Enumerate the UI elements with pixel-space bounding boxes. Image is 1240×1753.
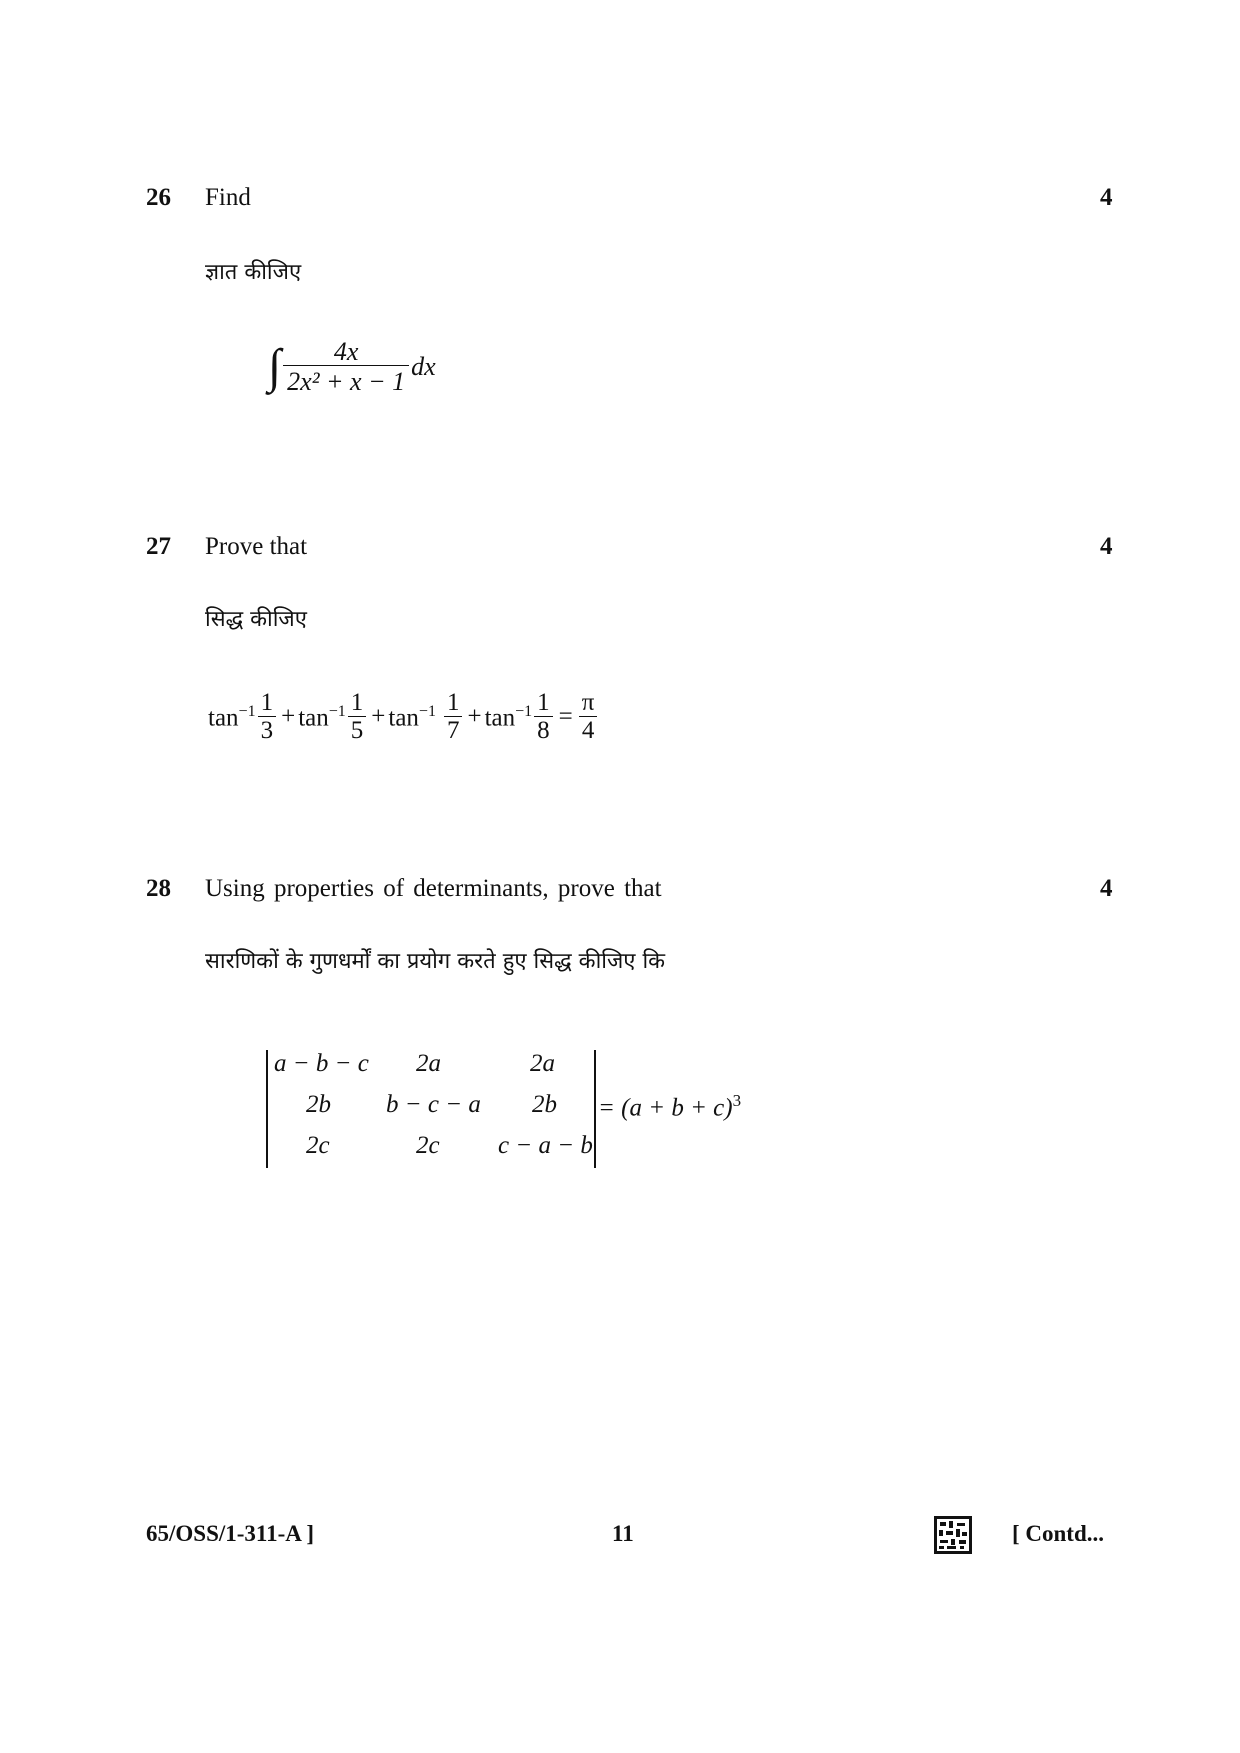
- integral-denominator: 2x² + x − 1: [283, 365, 409, 395]
- tan-term-1: [208, 703, 256, 732]
- tan-func: tan: [484, 703, 516, 731]
- det-cell-r1c3: 2a: [530, 1050, 555, 1077]
- rhs-num: π: [581, 689, 595, 716]
- paper-code: 65/OSS/1-311-A ]: [146, 1521, 315, 1546]
- question-28-text: Using properties of determinants, prove that: [205, 875, 662, 902]
- inverse-exponent: −1: [418, 702, 436, 720]
- question-28-hindi-text: सारणिकों के गुणधर्मों का प्रयोग करते हुए सिद्ध कीजिए कि: [205, 949, 666, 974]
- fraction-4-den: 8: [534, 716, 553, 744]
- det-cell-r3c1: 2c: [306, 1132, 330, 1159]
- fraction-1-num: 1: [260, 689, 274, 716]
- integral-fraction: [283, 338, 409, 396]
- inverse-tan-formula: [208, 690, 599, 745]
- question-26-hindi-text: ज्ञात कीजिए: [205, 260, 302, 285]
- det-cell-r3c2: 2c: [416, 1132, 440, 1159]
- fraction-2-den: 5: [348, 716, 367, 744]
- equals-sign: =: [558, 703, 573, 731]
- determinant: [266, 1050, 596, 1168]
- plus-sign: +: [371, 703, 386, 731]
- question-27-marks: 4: [1100, 533, 1113, 560]
- determinant-rhs: [598, 1091, 741, 1122]
- tan-func: tan: [208, 703, 239, 731]
- determinant-rhs-expression: = (a + b + c): [598, 1094, 733, 1122]
- plus-sign: +: [467, 703, 482, 731]
- inverse-exponent: −1: [328, 702, 346, 720]
- tan-term-2: [298, 703, 346, 732]
- fraction-3-den: 7: [444, 716, 463, 744]
- fraction-4: [534, 690, 553, 745]
- det-cell-r1c2: 2a: [416, 1050, 441, 1077]
- tan-func: tan: [298, 703, 329, 731]
- fraction-1: [258, 690, 277, 745]
- rhs-fraction: [579, 690, 598, 745]
- tan-func: tan: [388, 703, 419, 731]
- fraction-2: [348, 690, 367, 745]
- question-27-number: 27: [146, 533, 171, 560]
- det-cell-r2c3: 2b: [532, 1091, 557, 1118]
- contd-label: [ Contd...: [1012, 1521, 1105, 1546]
- integral-differential: dx: [411, 351, 436, 381]
- det-cell-r2c2: b − c − a: [386, 1091, 481, 1118]
- question-27-text: Prove that: [205, 533, 308, 560]
- tan-term-4: [485, 703, 533, 732]
- fraction-3: [444, 690, 463, 745]
- fraction-1-den: 3: [258, 716, 277, 744]
- rhs-den: 4: [579, 716, 598, 744]
- determinant-rhs-power: 3: [732, 1091, 742, 1110]
- question-28-marks: 4: [1100, 875, 1113, 902]
- integral-sign: ∫: [268, 339, 282, 393]
- qr-code-icon: [934, 1516, 972, 1554]
- question-26-number: 26: [146, 184, 171, 211]
- tan-term-3: [388, 703, 436, 732]
- det-cell-r1c1: a − b − c: [274, 1050, 369, 1077]
- inverse-exponent: −1: [515, 702, 533, 720]
- question-28-number: 28: [146, 875, 171, 902]
- integral-formula: [268, 338, 436, 396]
- fraction-3-num: 1: [446, 689, 460, 716]
- det-cell-r2c1: 2b: [306, 1091, 331, 1118]
- question-26-marks: 4: [1100, 184, 1113, 211]
- page-number: 11: [612, 1521, 634, 1546]
- integral-numerator: 4x: [333, 337, 359, 366]
- det-cell-r3c3: c − a − b: [498, 1132, 593, 1159]
- plus-sign: +: [281, 703, 296, 731]
- inverse-exponent: −1: [238, 702, 256, 720]
- question-26-text: Find: [205, 184, 251, 211]
- fraction-2-num: 1: [350, 689, 364, 716]
- question-27-hindi-text: सिद्ध कीजिए: [205, 607, 307, 632]
- fraction-4-num: 1: [537, 689, 550, 716]
